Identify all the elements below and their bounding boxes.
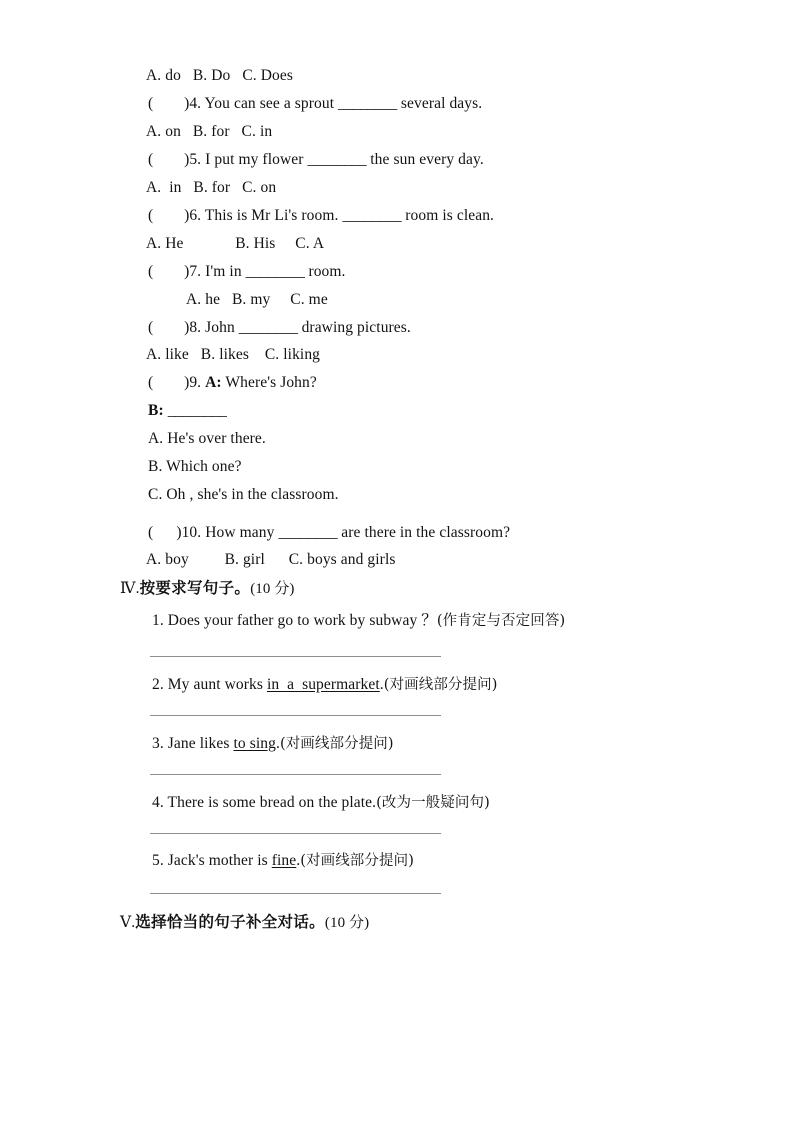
option-row-6: A. He B. His C. A: [146, 235, 325, 252]
question-row-8: [148, 318, 411, 338]
write-item-4-instruction: (改为一般疑问句): [376, 795, 490, 811]
option-row-4: A. on B. for C. in: [146, 123, 273, 140]
question-stem-10b: are there in the classroom?: [337, 524, 511, 541]
question-stem-7a: I'm in: [201, 263, 246, 280]
write-item-3-number: 3.: [152, 735, 164, 752]
question-number-5: 5.: [189, 151, 202, 168]
answer-bracket-10[interactable]: ( ): [148, 524, 182, 541]
question-row-9: [148, 373, 317, 393]
question-blank-6: ________: [342, 207, 402, 224]
question-row-4: [148, 94, 482, 114]
question-row-10: [148, 523, 510, 543]
write-item-5-text: Jack's mother is: [163, 852, 272, 869]
section-marks-iv: (10 分): [250, 581, 295, 597]
question-stem-4a: You can see a sprout: [201, 95, 339, 112]
question-number-10: 10.: [181, 524, 202, 541]
question-stem-8b: drawing pictures.: [297, 319, 411, 336]
section-title-iv: 按要求写句子。: [139, 579, 251, 597]
question-number-7: 7.: [189, 263, 202, 280]
write-item-1-text: Does your father go to work by subway ？: [163, 612, 437, 629]
write-item-2-number: 2.: [152, 676, 164, 693]
question-stem-6b: room is clean.: [401, 207, 495, 224]
write-item-2-underlined: in a supermarket: [266, 676, 380, 693]
question-row-6: [148, 206, 494, 226]
question-number-4: 4.: [189, 95, 202, 112]
write-item-4-text: There is some bread on the plate.: [163, 794, 377, 811]
write-item-3-tail: .: [275, 735, 280, 752]
write-item-5-tail: .: [296, 852, 301, 869]
write-item-5-number: 5.: [152, 852, 164, 869]
question-row-7: [148, 262, 346, 282]
write-item-2-instruction: (对画线部分提问): [383, 677, 498, 693]
answer-rule-2[interactable]: [150, 715, 441, 716]
question-number-9: 9.: [189, 374, 202, 391]
option-row-8: A. like B. likes C. liking: [146, 346, 321, 363]
write-item-3-text: Jane likes: [163, 735, 234, 752]
section-heading-iv: [120, 578, 295, 599]
write-item-3-underlined: to sing: [233, 735, 276, 752]
section-marks-v: (10 分): [324, 915, 370, 931]
write-item-1: [152, 611, 565, 631]
section-title-v: 选择恰当的句子补全对话。: [135, 913, 325, 931]
dialogue-row-b: [148, 401, 227, 421]
write-item-2-text: My aunt works: [163, 676, 267, 693]
speaker-a-text: Where's John?: [221, 374, 317, 391]
question-stem-7b: room.: [304, 263, 346, 280]
question-blank-10: ________: [278, 524, 338, 541]
question-blank-5: ________: [307, 151, 367, 168]
question-stem-10a: How many: [201, 524, 279, 541]
question-stem-8a: John: [201, 319, 239, 336]
answer-bracket-6[interactable]: ( ): [148, 207, 190, 224]
write-item-3-instruction: (对画线部分提问): [279, 736, 394, 752]
answer-rule-4[interactable]: [150, 833, 441, 834]
answer-bracket-9[interactable]: ( ): [148, 374, 190, 391]
question-stem-4b: several days.: [396, 95, 483, 112]
speaker-label-b: B:: [148, 402, 164, 419]
write-item-5-instruction: (对画线部分提问): [300, 853, 414, 869]
question-blank-4: ________: [338, 95, 397, 112]
speaker-b-blank: ________: [167, 402, 227, 419]
question-blank-7: ________: [245, 263, 305, 280]
answer-bracket-8[interactable]: ( ): [148, 319, 190, 336]
write-item-5: [152, 851, 414, 871]
answer-rule-5[interactable]: [150, 893, 441, 894]
answer-bracket-5[interactable]: ( ): [148, 151, 190, 168]
option-row-10: A. boy B. girl C. boys and girls: [146, 551, 396, 568]
section-dot-iv: .: [135, 580, 140, 597]
q9-choice-a: A. He's over there.: [148, 430, 266, 447]
section-heading-v: [120, 912, 369, 933]
answer-rule-3[interactable]: [150, 774, 441, 775]
write-item-1-number: 1.: [152, 612, 164, 629]
option-row-5: A. in B. for C. on: [146, 179, 277, 196]
question-stem-5a: I put my flower: [201, 151, 308, 168]
question-stem-6a: This is Mr Li's room.: [201, 207, 343, 224]
option-row-7: A. he B. my C. me: [186, 291, 328, 308]
question-number-8: 8.: [189, 319, 202, 336]
write-item-3: [152, 734, 394, 754]
write-item-5-underlined: fine: [271, 852, 297, 869]
question-blank-8: ________: [238, 319, 298, 336]
speaker-label-a: A:: [205, 374, 222, 391]
section-roman-iv: Ⅳ: [120, 580, 136, 597]
answer-bracket-7[interactable]: ( ): [148, 263, 190, 280]
question-stem-5b: the sun every day.: [366, 151, 484, 168]
question-number-6: 6.: [189, 207, 202, 224]
q9-choice-c: C. Oh , she's in the classroom.: [148, 486, 339, 503]
write-item-1-instruction: (作肯定与否定回答): [436, 613, 566, 629]
option-row-q3: A. do B. Do C. Does: [146, 67, 293, 84]
question-row-5: [148, 150, 484, 170]
write-item-4: [152, 793, 490, 813]
answer-bracket-4[interactable]: ( ): [148, 95, 190, 112]
write-item-4-number: 4.: [152, 794, 164, 811]
section-dot-v: .: [131, 914, 136, 931]
answer-rule-1[interactable]: [150, 656, 441, 657]
q9-choice-b: B. Which one?: [148, 458, 242, 475]
section-roman-v: Ⅴ: [120, 914, 132, 931]
write-item-2: [152, 675, 497, 695]
write-item-2-tail: .: [379, 676, 384, 693]
